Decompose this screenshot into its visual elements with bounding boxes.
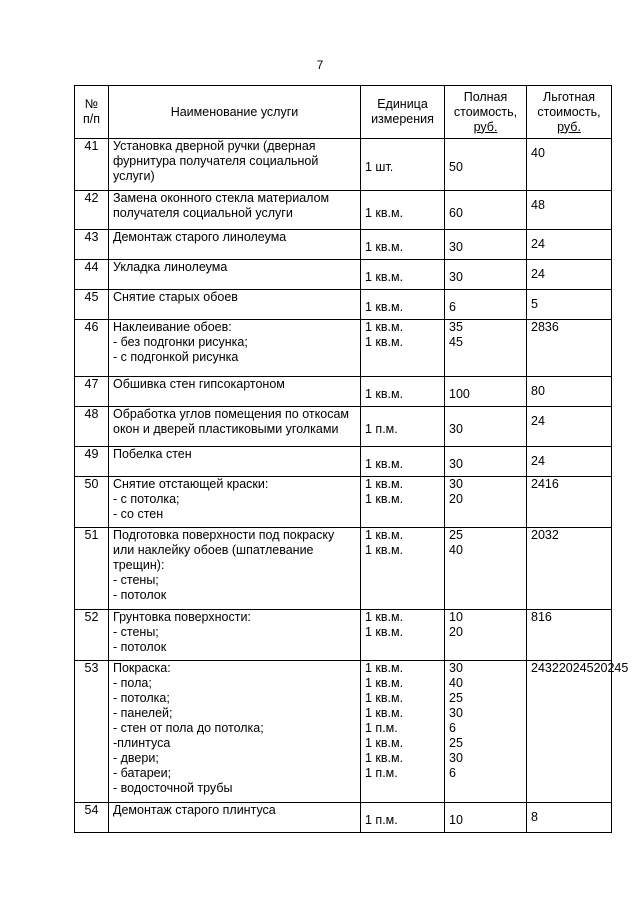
service-name-line: получателя социальной услуги [113,206,293,220]
service-name-line: Побелка стен [113,447,192,461]
service-name [109,407,361,447]
unit-cell [361,447,445,477]
discount-price-cell-value: 16 [544,477,559,491]
discount-price-cell-value: 20 [531,528,545,542]
service-name-line: услуги) [113,169,155,183]
unit-cell-value: 1 кв.м. [365,661,404,675]
full-price-cell [445,191,527,230]
discount-price-cell [527,320,612,377]
full-price-cell-value: 10 [449,610,463,624]
service-name-line: - потолок [113,588,167,602]
full-price-cell-value: 30 [449,477,463,491]
service-name [109,610,361,661]
table-row [75,407,612,447]
service-name [109,260,361,290]
full-price-cell [445,377,527,407]
discount-price-cell [527,290,612,320]
full-price-cell [445,320,527,377]
table-row [75,528,612,610]
full-price-cell [445,407,527,447]
unit-cell-value: 1 кв.м. [365,691,404,705]
discount-price-cell [527,407,612,447]
full-price-cell [445,139,527,191]
unit-cell-value: 1 п.м. [365,813,398,827]
service-name-line: Снятие старых обоев [113,290,238,304]
service-name-line: - с потолка; [113,492,180,506]
full-price-cell [445,610,527,661]
service-name [109,191,361,230]
service-name [109,477,361,528]
service-name-line: Подготовка поверхности под покраску [113,528,335,542]
full-price-cell [445,477,527,528]
discount-price-cell [527,230,612,260]
service-name-line: трещин): [113,558,165,572]
full-price-cell-value: 10 [449,813,463,827]
service-name-line: - без подгонки рисунка; [113,335,248,349]
unit-cell-value: 1 кв.м. [365,676,404,690]
unit-cell [361,290,445,320]
full-price-cell [445,803,527,833]
full-price-cell-value: 45 [449,335,463,349]
discount-price-cell-value: 24 [607,661,622,675]
service-name-line: окон и дверей пластиковыми уголками [113,422,339,436]
service-name-line: Снятие отстающей краски: [113,477,269,491]
discount-price-cell-value: 20 [558,661,573,675]
service-name-line: - пола; [113,676,152,690]
service-name-line: или наклейку обоев (шпатлевание [113,543,314,557]
full-price-cell [445,290,527,320]
service-name-line: - потолка; [113,691,170,705]
discount-price-cell-value: 16 [537,610,552,624]
service-name-line: - с подгонкой рисунка [113,350,239,364]
full-price-cell [445,528,527,610]
full-price-cell-value: 35 [449,320,463,334]
table-row [75,260,612,290]
unit-cell-value: 1 кв.м. [365,335,404,349]
unit-cell-value: 1 кв.м. [365,300,404,314]
table-body [75,139,629,833]
service-name [109,320,361,377]
service-name-line: Наклеивание обоев: [113,320,232,334]
unit-cell [361,320,445,377]
unit-cell-value: 1 шт. [365,160,394,174]
table-row [75,230,612,260]
row-number: 54 [75,803,109,833]
table-row [75,661,612,803]
full-price-cell-value: 30 [449,240,463,254]
service-name-line: - стен от пола до потолка; [113,721,264,735]
full-price-cell-value: 20 [449,492,463,506]
unit-cell [361,260,445,290]
unit-cell-value: 1 кв.м. [365,240,404,254]
discount-price-cell [527,477,612,528]
unit-cell-value: 1 кв.м. [365,457,404,471]
table-row [75,803,612,833]
page-number: 7 [316,58,324,72]
unit-cell-value: 1 кв.м. [365,387,404,401]
full-price-cell-value: 60 [449,205,463,220]
discount-price-cell-value: 24 [531,414,545,428]
full-price-cell-value: 40 [449,543,463,557]
unit-cell-value: 1 кв.м. [365,543,404,557]
row-number: 43 [75,230,109,260]
service-name-line: -плинтуса [113,736,171,750]
row-number: 44 [75,260,109,290]
unit-cell-value: 1 кв.м. [365,320,404,334]
services-table [74,85,629,833]
discount-price-cell-value: 32 [544,528,559,542]
discount-price-cell-value: 5 [586,661,594,675]
service-name-line: Обработка углов помещения по откосам [113,407,349,421]
row-number: 42 [75,191,109,230]
table-row [75,139,612,191]
discount-price-cell [527,377,612,407]
full-price-cell-value: 30 [449,422,463,436]
full-price-cell-value: 25 [449,736,463,750]
discount-price-cell-value: 48 [531,198,545,212]
discount-price-cell-value: 8 [531,810,538,824]
row-number: 52 [75,610,109,661]
table-row [75,447,612,477]
full-price-cell-value: 30 [449,270,463,284]
header-name: Наименование услуги [109,86,361,139]
discount-price-cell [527,610,612,661]
service-name-line: - стены; [113,625,159,639]
row-number: 51 [75,528,109,610]
header-num: № п/п [75,86,109,139]
row-number: 50 [75,477,109,528]
service-name-line: Укладка линолеума [113,260,228,274]
discount-price-cell-value: 40 [531,146,545,160]
unit-cell [361,477,445,528]
unit-cell-value: 1 кв.м. [365,477,404,491]
discount-price-cell [527,803,612,833]
discount-price-cell-value: 24 [531,454,545,468]
unit-cell-value: 1 кв.м. [365,706,404,720]
full-price-cell-value: 6 [449,721,456,735]
service-name-line: - водосточной трубы [113,781,233,795]
discount-price-cell-value: 24 [531,237,545,251]
full-price-cell-value: 6 [449,300,456,314]
service-name [109,803,361,833]
table-row [75,320,612,377]
service-name [109,528,361,610]
full-price-cell-value: 30 [449,706,463,720]
unit-cell-value: 1 кв.м. [365,492,404,506]
table-header-row [75,86,612,139]
unit-cell-value: 1 кв.м. [365,528,404,542]
unit-cell [361,139,445,191]
discount-price-cell-value: 24 [531,661,545,675]
service-name-line: - двери; [113,751,159,765]
service-name-line: - стены; [113,573,159,587]
discount-price-cell [527,528,612,610]
unit-cell-value: 1 кв.м. [365,270,404,284]
unit-cell-value: 1 п.м. [365,721,398,735]
unit-cell [361,407,445,447]
unit-cell [361,610,445,661]
service-name-line: - со стен [113,507,164,521]
service-name-line: - потолок [113,640,167,654]
row-number: 53 [75,661,109,803]
discount-price-cell [527,191,612,230]
discount-price-cell-value: 80 [531,384,545,398]
full-price-cell-value: 25 [449,691,463,705]
row-number: 47 [75,377,109,407]
unit-cell-value: 1 кв.м. [365,625,404,639]
service-name-line: - панелей; [113,706,173,720]
full-price-cell [445,260,527,290]
discount-price-cell-value: 24 [531,477,545,491]
service-name-line: Покраска: [113,661,171,675]
unit-cell-value: 1 кв.м. [365,751,404,765]
full-price-cell-value: 30 [449,751,463,765]
full-price-cell [445,230,527,260]
service-name-line: Установка дверной ручки (дверная [113,139,316,153]
service-name-line: Демонтаж старого плинтуса [113,803,276,817]
service-name-line: фурнитура получателя социальной [113,154,319,168]
row-number: 45 [75,290,109,320]
discount-price-cell [527,260,612,290]
header-full-price: Полная стоимость, руб. [445,86,527,139]
unit-cell [361,230,445,260]
discount-price-cell-value: 5 [531,297,538,311]
header-discount-price: Льготная стоимость, руб. [527,86,612,139]
discount-price-cell [527,661,629,803]
row-number: 46 [75,320,109,377]
unit-cell [361,377,445,407]
full-price-cell-value: 25 [449,528,463,542]
discount-price-cell-value: 5 [621,661,629,675]
table-row [75,377,612,407]
service-name [109,139,361,191]
table-row [75,191,612,230]
discount-price-cell-value: 8 [531,610,538,624]
unit-cell-value: 1 п.м. [365,422,398,436]
discount-price-cell-value: 36 [544,320,559,334]
service-name [109,290,361,320]
full-price-cell-value: 40 [449,676,463,690]
service-name [109,377,361,407]
unit-cell-value: 1 п.м. [365,766,398,780]
row-number: 48 [75,407,109,447]
row-number: 49 [75,447,109,477]
discount-price-cell-value: 28 [531,320,545,334]
service-name-line: - батареи; [113,766,172,780]
service-name [109,447,361,477]
service-name [109,230,361,260]
full-price-cell-value: 30 [449,457,463,471]
unit-cell-value: 1 кв.м. [365,205,404,220]
full-price-cell-value: 30 [449,661,463,675]
discount-price-cell-value: 24 [572,661,587,675]
service-name-line: Замена оконного стекла материалом [113,191,330,205]
discount-price-cell [527,139,612,191]
unit-cell [361,661,445,803]
full-price-cell [445,661,527,803]
row-number: 41 [75,139,109,191]
table-row [75,610,612,661]
service-name-line: Обшивка стен гипсокартоном [113,377,285,391]
discount-price-cell-value: 20 [593,661,608,675]
discount-price-cell [527,447,612,477]
unit-cell [361,191,445,230]
full-price-cell [445,447,527,477]
service-name-line: Демонтаж старого линолеума [113,230,287,244]
service-name [109,661,361,803]
full-price-cell-value: 6 [449,766,456,780]
unit-cell-value: 1 кв.м. [365,610,404,624]
unit-cell-value: 1 кв.м. [365,736,404,750]
full-price-cell-value: 50 [449,160,463,174]
unit-cell [361,528,445,610]
discount-price-cell-value: 32 [544,661,559,675]
table-row [75,477,612,528]
full-price-cell-value: 100 [449,387,470,401]
unit-cell [361,803,445,833]
full-price-cell-value: 20 [449,625,463,639]
service-name-line: Грунтовка поверхности: [113,610,251,624]
discount-price-cell-value: 24 [531,267,545,281]
table-row [75,290,612,320]
header-unit: Единица измерения [361,86,445,139]
